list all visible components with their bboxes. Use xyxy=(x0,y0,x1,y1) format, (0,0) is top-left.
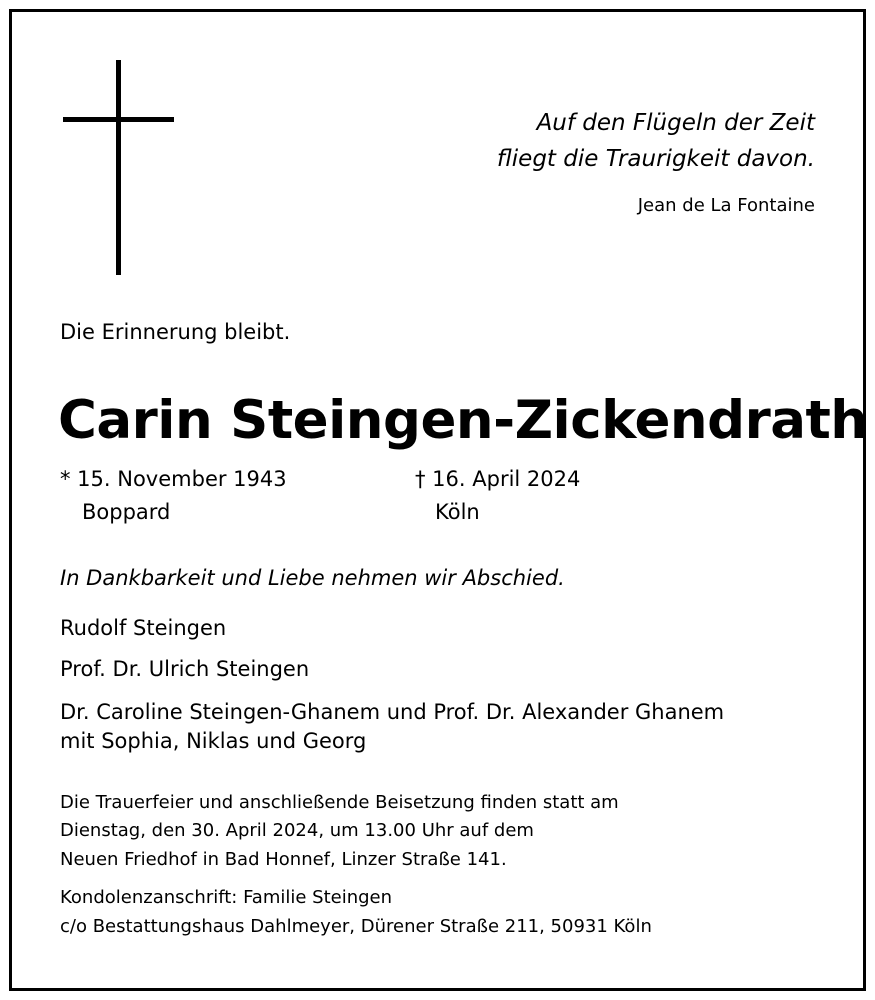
funeral-info-line: Die Trauerfeier und anschließende Beisetzung finden statt am xyxy=(60,792,619,813)
death-date: † 16. April 2024 xyxy=(415,467,581,491)
farewell-text: In Dankbarkeit und Liebe nehmen wir Abschied. xyxy=(60,566,565,590)
deceased-name: Carin Steingen-Zickendrath xyxy=(58,390,868,451)
mourner-line: Prof. Dr. Ulrich Steingen xyxy=(60,657,310,681)
quote-author: Jean de La Fontaine xyxy=(637,195,815,216)
birth-place: Boppard xyxy=(82,500,171,524)
quote-line-2: fliegt die Traurigkeit davon. xyxy=(496,146,815,172)
funeral-info-line: Dienstag, den 30. April 2024, um 13.00 Uhr auf dem xyxy=(60,820,534,841)
birth-date: * 15. November 1943 xyxy=(60,467,287,491)
cross-horizontal-bar xyxy=(63,117,174,122)
mourner-line: Dr. Caroline Steingen-Ghanem und Prof. Dr. Alexander Ghanem xyxy=(60,700,725,724)
condolence-line: c/o Bestattungshaus Dahlmeyer, Dürener Straße 211, 50931 Köln xyxy=(60,916,652,937)
condolence-line: Kondolenzanschrift: Familie Steingen xyxy=(60,887,393,908)
mourner-line: mit Sophia, Niklas und Georg xyxy=(60,729,367,753)
cross-vertical-bar xyxy=(116,60,121,275)
funeral-info-line: Neuen Friedhof in Bad Honnef, Linzer Straße 141. xyxy=(60,849,507,870)
intro-text: Die Erinnerung bleibt. xyxy=(60,320,291,344)
mourner-line: Rudolf Steingen xyxy=(60,616,227,640)
death-place: Köln xyxy=(435,500,480,524)
quote-line-1: Auf den Flügeln der Zeit xyxy=(536,110,815,136)
